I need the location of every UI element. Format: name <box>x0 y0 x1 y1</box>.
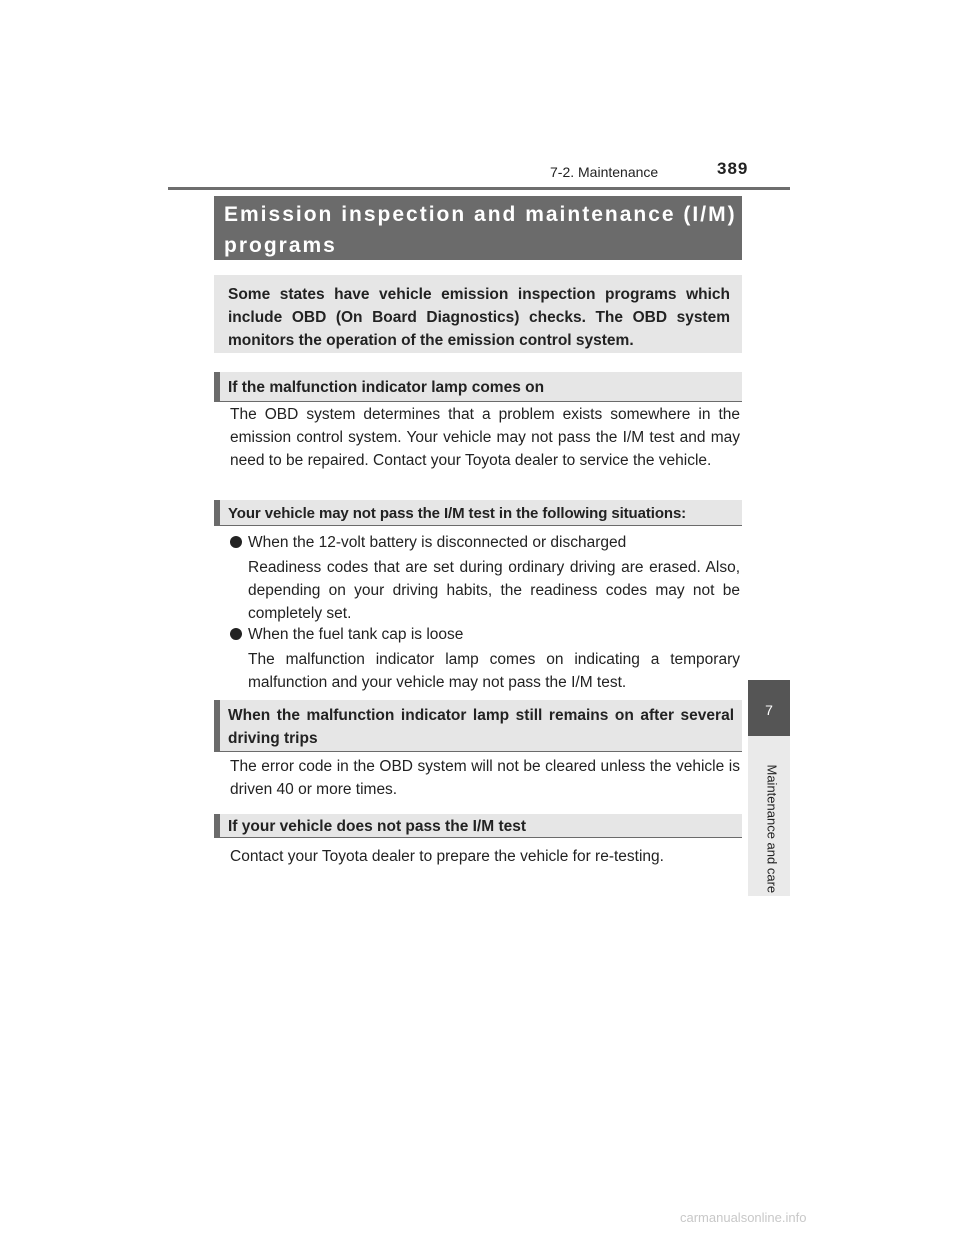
bullet-icon <box>230 536 242 548</box>
subheading-text: When the malfunction indicator lamp still remains on after several driving trips <box>228 707 734 747</box>
subheading-text: If the malfunction indicator lamp comes on <box>228 379 545 396</box>
chapter-number: 7 <box>765 702 773 718</box>
bullet-text: When the fuel tank cap is loose <box>248 626 464 643</box>
chapter-number-tab <box>748 680 790 736</box>
list-item <box>230 531 626 554</box>
bullet-text: When the 12-volt battery is disconnected or discharged <box>248 534 627 551</box>
subheading-may-not-pass <box>214 500 742 526</box>
title-banner <box>214 196 742 260</box>
bullet-icon <box>230 628 242 640</box>
section-label: 7-2. Maintenance <box>550 164 659 180</box>
page-number: 389 <box>717 159 749 178</box>
header-rule <box>168 187 790 190</box>
subheading-remains-on <box>214 700 742 752</box>
bullet-detail: Readiness codes that are set during ordinary driving are erased. Also, depending on your driving habits, the readiness codes may not be completely set. <box>248 559 740 622</box>
intro-text: Some states have vehicle emission inspection programs which include OBD (On Board Diagnostics) checks. The OBD system monitors the operation of the emission control system. <box>228 286 730 349</box>
chapter-label: Maintenance and care <box>764 764 780 894</box>
paragraph-remains-on: The error code in the OBD system will not be cleared unless the vehicle is driven 40 or more times. <box>230 758 740 798</box>
list-item <box>230 623 463 646</box>
bullet-detail: The malfunction indicator lamp comes on indicating a temporary malfunction and your vehicle may not pass the I/M test. <box>248 651 740 691</box>
subheading-not-pass <box>214 814 742 838</box>
subheading-text: Your vehicle may not pass the I/M test in the following situations: <box>228 505 687 522</box>
paragraph-not-pass: Contact your Toyota dealer to prepare the vehicle for re-testing. <box>230 848 664 865</box>
intro-box <box>214 275 742 353</box>
subheading-text: If your vehicle does not pass the I/M test <box>228 818 527 835</box>
page-title: Emission inspection and maintenance (I/M) programs <box>224 203 737 257</box>
paragraph-lamp-on: The OBD system determines that a problem exists somewhere in the emission control system. Your vehicle may not pass the I/M test and may need to be repaired. Contact your Toyota dealer to service the vehicle. <box>230 406 740 469</box>
subheading-lamp-on <box>214 372 742 402</box>
watermark: carmanualsonline.info <box>680 1210 807 1225</box>
